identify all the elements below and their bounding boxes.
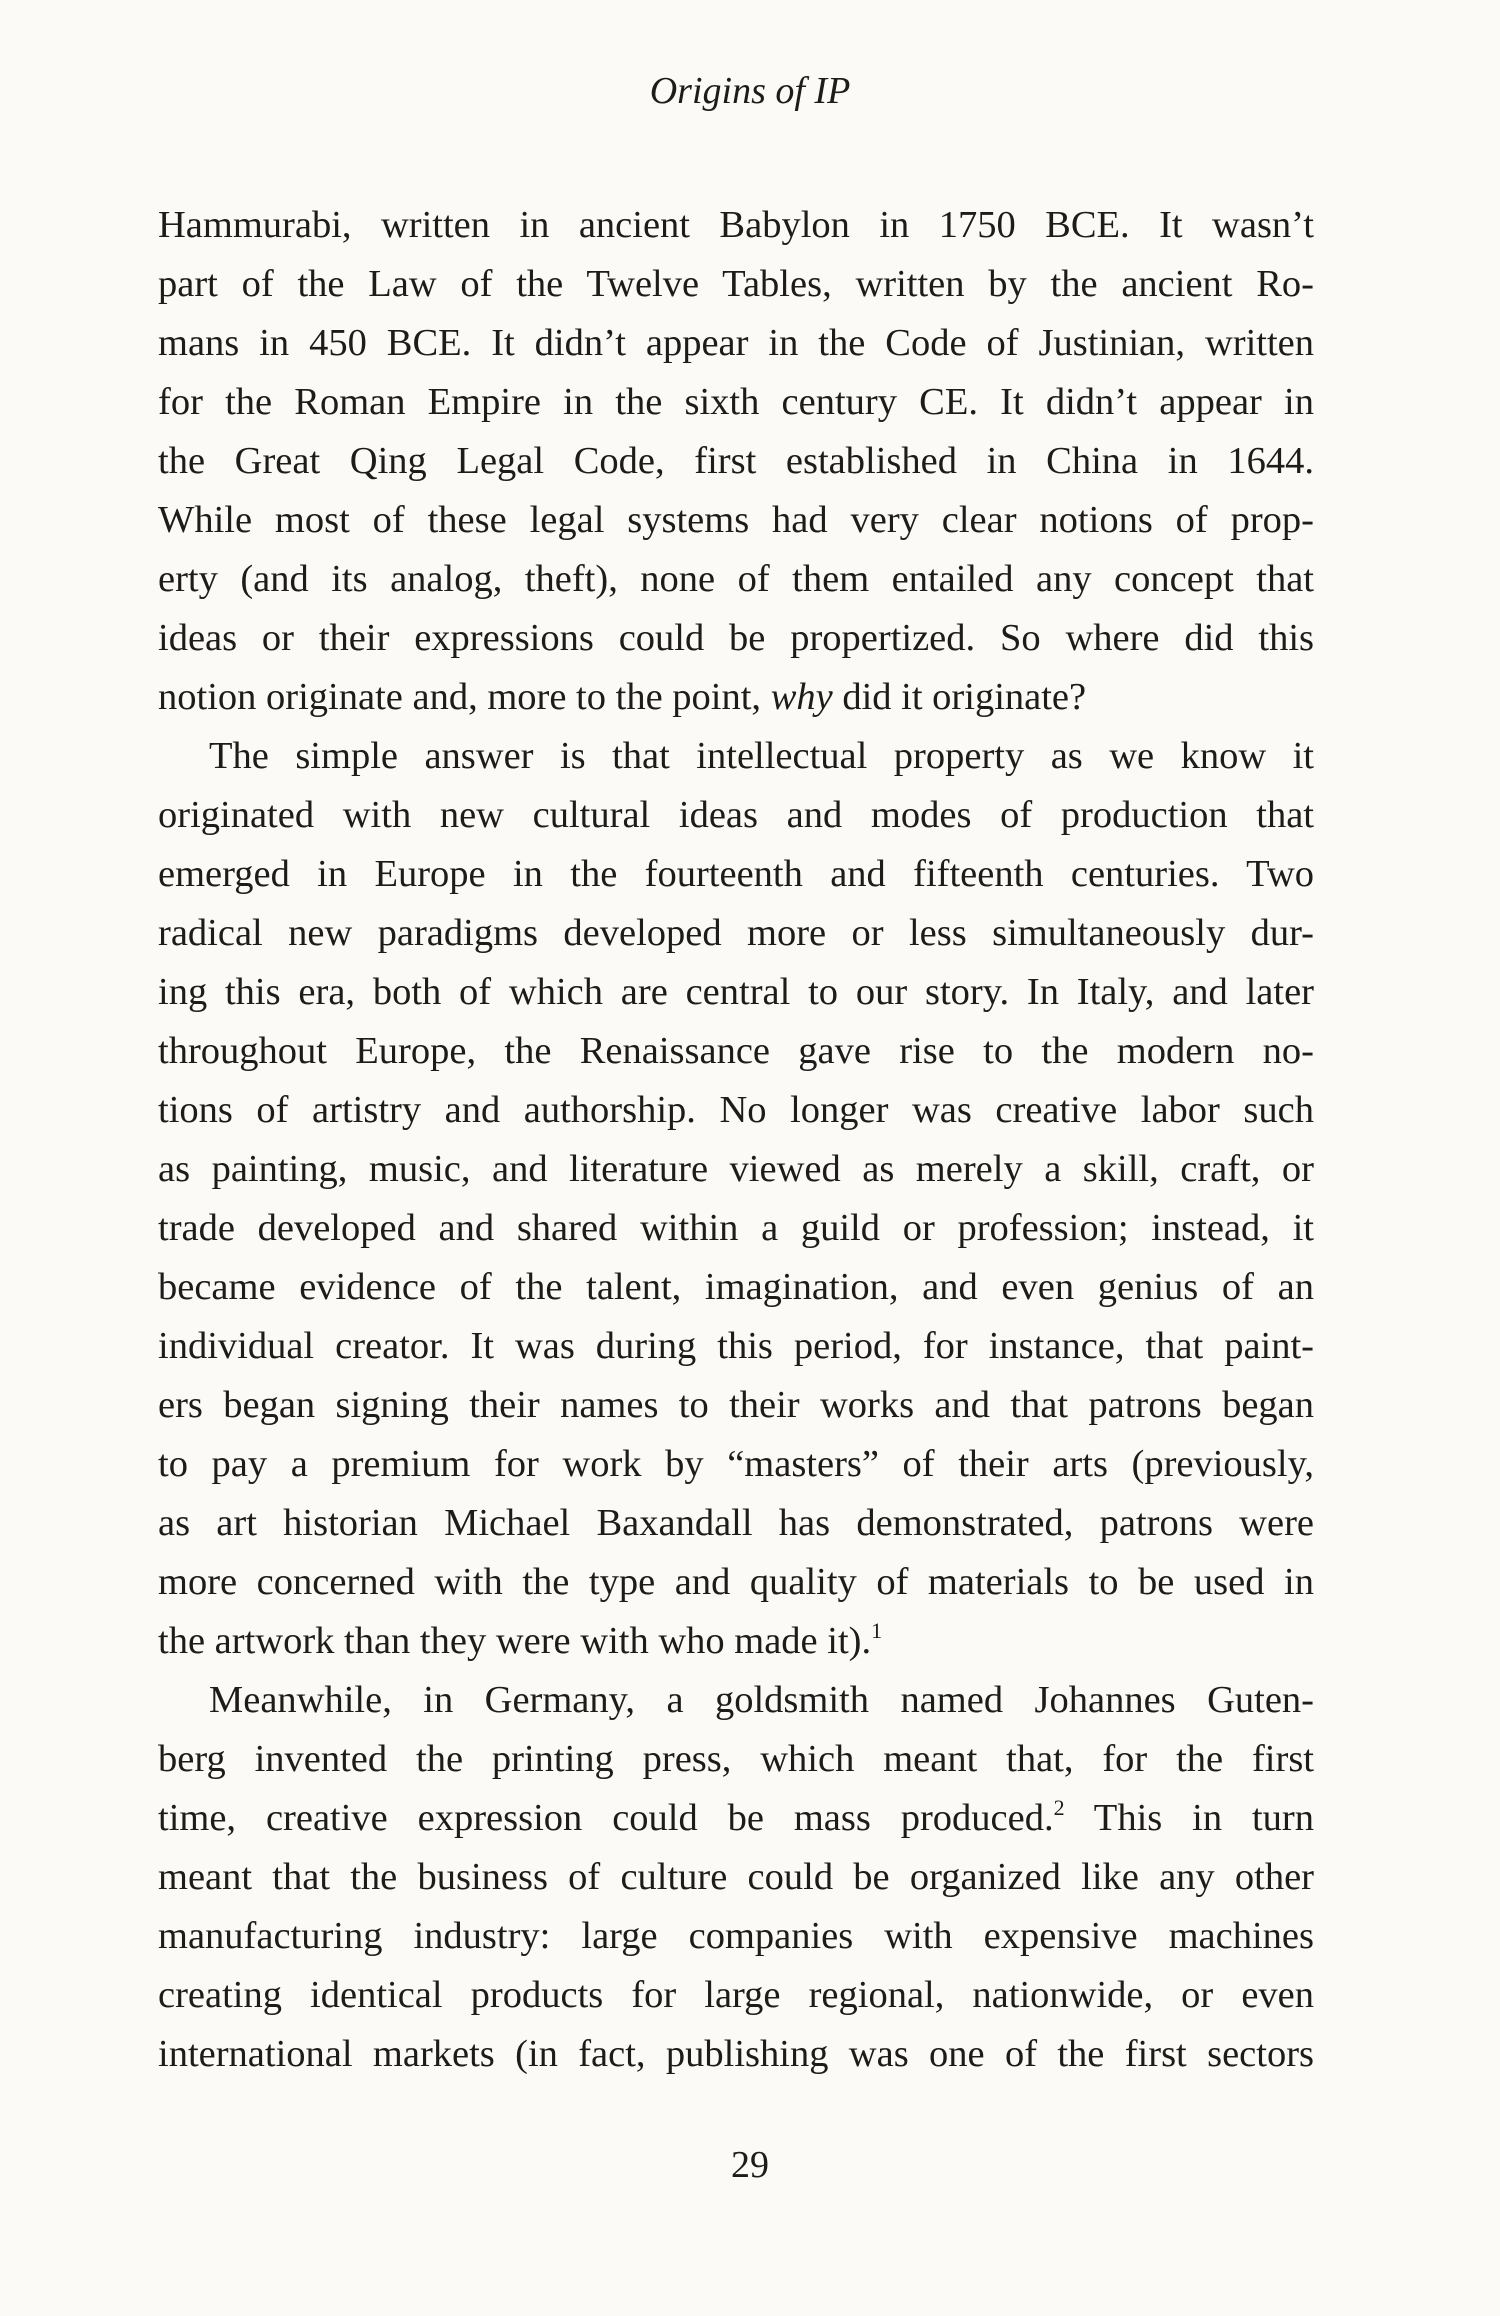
text-segment: as art historian Michael Baxandall has demonstrated, patrons were [158,1502,1314,1544]
text-segment: tions of artistry and authorship. No longer was creative labor such [158,1089,1314,1131]
text-segment: for the Roman Empire in the sixth century CE. It didn’t appear in [158,381,1314,423]
text-segment: erty (and its analog, theft), none of them entailed any concept that [158,558,1314,600]
text-segment: berg invented the printing press, which meant that, for the first [158,1738,1314,1780]
text-line [158,1612,1314,1671]
text-line [158,1140,1314,1199]
paragraph-first-line [158,1671,1314,1730]
text-segment: mans in 450 BCE. It didn’t appear in the Code of Justinian, written [158,322,1314,364]
text-line [158,1907,1314,1966]
text-segment: meant that the business of culture could be organized like any other [158,1856,1314,1898]
text-segment: trade developed and shared within a guild or profession; instead, it [158,1207,1314,1249]
text-segment: individual creator. It was during this period, for instance, that paint- [158,1325,1314,1367]
text-segment: Hammurabi, written in ancient Babylon in 1750 BCE. It wasn’t [158,204,1314,246]
text-segment: as painting, music, and literature viewed as merely a skill, craft, or [158,1148,1314,1190]
footnote-marker: 1 [871,1618,883,1643]
text-line [158,196,1314,255]
text-segment: While most of these legal systems had very clear notions of prop- [158,499,1314,541]
text-segment: This in turn [1064,1797,1314,1839]
text-line [158,550,1314,609]
text-segment: more concerned with the type and quality of materials to be used in [158,1561,1314,1603]
text-segment: became evidence of the talent, imagination, and even genius of an [158,1266,1314,1308]
text-line [158,1966,1314,2025]
text-line [158,314,1314,373]
emphasis: why [770,676,833,718]
text-segment: did it originate? [832,676,1087,718]
text-line [158,845,1314,904]
text-segment: creating identical products for large regional, nationwide, or even [158,1974,1314,2016]
text-line [158,491,1314,550]
text-segment: ing this era, both of which are central to our story. In Italy, and later [158,971,1314,1013]
text-line [158,904,1314,963]
text-line [158,668,1314,727]
text-line [158,255,1314,314]
text-line [158,1730,1314,1789]
text-line [158,1494,1314,1553]
text-segment: part of the Law of the Twelve Tables, written by the ancient Ro- [158,263,1314,305]
text-line [158,1258,1314,1317]
text-line [158,1553,1314,1612]
text-segment: manufacturing industry: large companies with expensive machines [158,1915,1314,1957]
page-number: 29 [731,2144,769,2186]
text-line [158,609,1314,668]
text-line [158,2025,1314,2084]
body-text [158,196,1314,2084]
text-line [158,1376,1314,1435]
running-head: Origins of IP [649,70,851,112]
text-line [158,1317,1314,1376]
text-segment: radical new paradigms developed more or less simultaneously dur- [158,912,1314,954]
text-line [158,1848,1314,1907]
text-segment: Meanwhile, in Germany, a goldsmith named Johannes Guten- [209,1679,1314,1721]
text-segment: The simple answer is that intellectual property as we know it [209,735,1314,777]
text-segment: notion originate and, more to the point, [158,676,771,718]
text-line [158,1022,1314,1081]
text-line [158,1081,1314,1140]
text-segment: time, creative expression could be mass produced. [158,1797,1054,1839]
text-line [158,963,1314,1022]
text-segment: throughout Europe, the Renaissance gave rise to the modern no- [158,1030,1314,1072]
footnote-marker: 2 [1053,1795,1065,1820]
text-line [158,373,1314,432]
text-segment: to pay a premium for work by “masters” of their arts (previously, [158,1443,1314,1485]
text-line [158,1435,1314,1494]
paragraph-first-line [158,727,1314,786]
text-segment: ers began signing their names to their works and that patrons began [158,1384,1314,1426]
text-segment: originated with new cultural ideas and modes of production that [158,794,1314,836]
text-line [158,786,1314,845]
text-segment: emerged in Europe in the fourteenth and fifteenth centuries. Two [158,853,1314,895]
text-line [158,1199,1314,1258]
text-segment: the Great Qing Legal Code, first established in China in 1644. [158,440,1314,482]
text-segment: the artwork than they were with who made it). [158,1620,872,1662]
text-segment: international markets (in fact, publishing was one of the first sectors [158,2033,1314,2075]
text-segment: ideas or their expressions could be propertized. So where did this [158,617,1314,659]
text-line [158,432,1314,491]
text-line [158,1789,1314,1848]
